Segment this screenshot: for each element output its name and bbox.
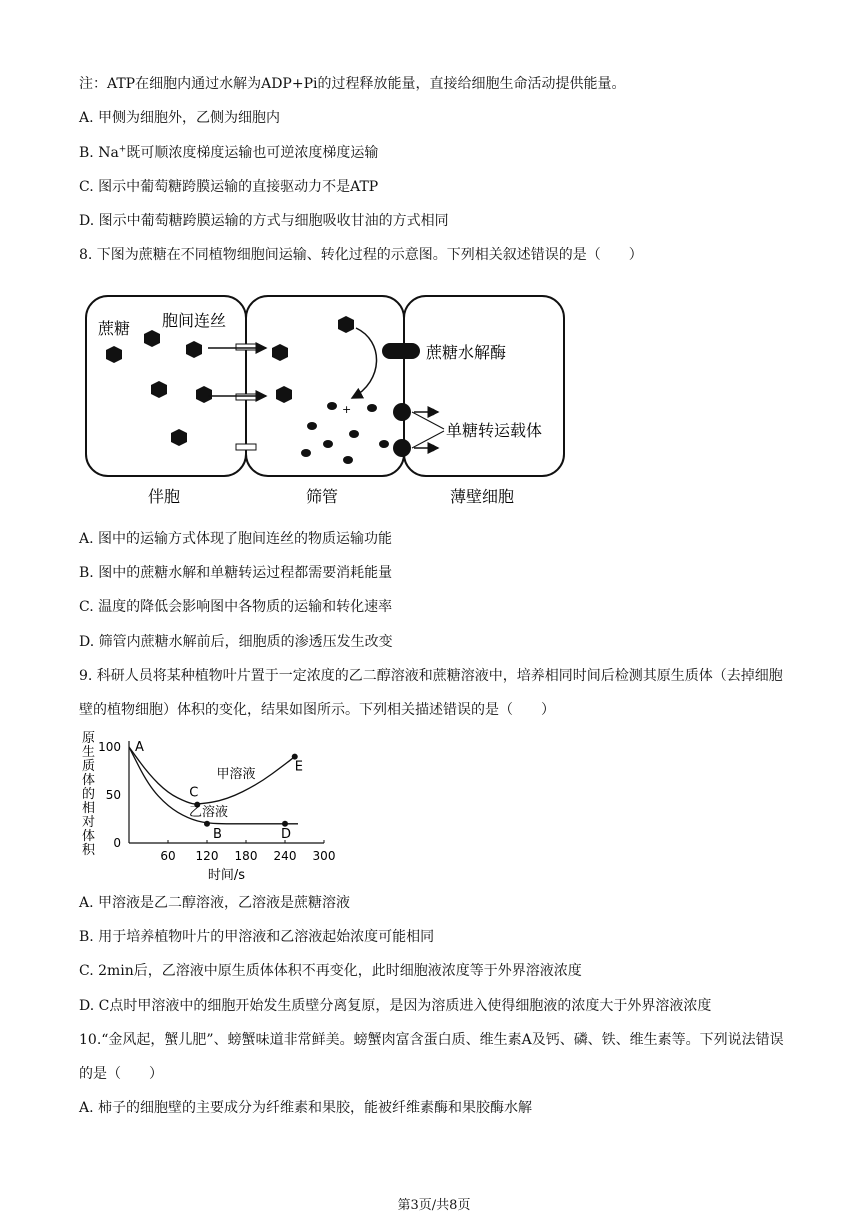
q9-option-b: B. 用于培养植物叶片的甲溶液和乙溶液起始浓度可能相同 — [79, 929, 435, 945]
point-label: B — [213, 826, 222, 842]
x-tick-label: 300 — [312, 849, 336, 863]
label-plasmodesmata: 胞间连丝 — [162, 311, 227, 330]
y-axis-label-char: 体 — [82, 829, 96, 844]
q9-option-c: C. 2min后，乙溶液中原生质体体积不再变化，此时细胞液浓度等于外界溶液浓度 — [79, 963, 582, 979]
x-tick-label: 180 — [234, 849, 258, 863]
q7-option-a: A. 甲侧为细胞外，乙侧为细胞内 — [79, 110, 281, 126]
q7-option-d: D. 图示中葡萄糖跨膜运输的方式与细胞吸收甘油的方式相同 — [79, 213, 449, 229]
q8-option-a: A. 图中的运输方式体现了胞间连丝的物质运输功能 — [79, 531, 393, 547]
series-name: 甲溶液 — [216, 766, 256, 782]
sucrose-transport-diagram — [84, 286, 574, 514]
y-axis-label-char: 相 — [82, 801, 96, 816]
label-invertase: 蔗糖水解酶 — [426, 343, 507, 362]
label-sucrose: 蔗糖 — [98, 319, 131, 338]
q8-option-d: D. 筛管内蔗糖水解前后，细胞质的渗透压发生改变 — [79, 634, 393, 650]
carrier-protein-upper — [393, 403, 411, 421]
q7-option-b — [79, 143, 378, 163]
q7-option-c: C. 图示中葡萄糖跨膜运输的直接驱动力不是ATP — [79, 179, 379, 195]
q8-option-b: B. 图中的蔗糖水解和单糖转运过程都需要消耗能量 — [79, 565, 393, 581]
page-footer: 第3页/共8页 — [397, 1198, 471, 1213]
parenchyma-cell — [404, 296, 564, 476]
q7-option-b-pre: B. Na — [79, 145, 119, 161]
q9-stem: 9. 科研人员将某种植物叶片置于一定浓度的乙二醇溶液和蔗糖溶液中，培养相同时间后检测其原生质体（去掉细胞壁的植物细胞）体积的变化，结果如图所示。下列相关描述错误的是（ ） — [79, 668, 783, 718]
q8-option-c: C. 温度的降低会影响图中各物质的运输和转化速率 — [79, 599, 393, 615]
q9-option-a: A. 甲溶液是乙二醇溶液，乙溶液是蔗糖溶液 — [79, 895, 351, 911]
y-tick-label: 50 — [105, 788, 121, 802]
x-tick-label: 240 — [273, 849, 297, 863]
q10-stem: 10.“金风起，蟹儿肥”、螃蟹味道非常鲜美。螃蟹肉富含蛋白质、维生素A及钙、磷、铁、维生素等。下列说法错误的是（ ） — [79, 1032, 784, 1082]
label-parenchyma: 薄壁细胞 — [450, 487, 515, 506]
y-axis-label-char: 体 — [82, 773, 96, 788]
y-axis-label-char: 的 — [82, 787, 96, 802]
label-sieve-tube: 筛管 — [306, 487, 339, 506]
series-name: 乙溶液 — [189, 804, 229, 820]
carrier-protein-lower — [393, 439, 411, 457]
point-label: A — [135, 740, 144, 755]
q7-option-b-sup: + — [118, 144, 127, 155]
y-axis-label-char: 生 — [82, 745, 96, 760]
plus-sign: + — [342, 403, 352, 416]
point-label: D — [281, 826, 292, 842]
y-axis-label-char: 对 — [82, 815, 96, 830]
note-line: 注：ATP在细胞内通过水解为ADP+Pi的过程释放能量，直接给细胞生命活动提供能量。 — [79, 76, 626, 92]
q9-option-d: D. C点时甲溶液中的细胞开始发生质壁分离复原，是因为溶质进入使得细胞液的浓度大于外界溶液浓度 — [79, 998, 712, 1014]
data-point — [204, 821, 210, 827]
x-tick-label: 60 — [160, 849, 176, 863]
point-label: E — [294, 759, 303, 775]
series-line-0 — [129, 747, 295, 804]
y-axis-label-char: 积 — [82, 843, 96, 858]
y-axis-label-char: 质 — [82, 759, 96, 774]
y-tick-label: 0 — [113, 836, 121, 850]
point-label: C — [189, 785, 199, 801]
sieve-tube — [246, 296, 404, 476]
label-companion-cell: 伴胞 — [148, 487, 181, 506]
y-tick-label: 100 — [98, 740, 121, 754]
q7-option-b-post: 既可顺浓度梯度运输也可逆浓度梯度运输 — [126, 145, 379, 161]
x-axis-label: 时间/s — [207, 868, 246, 883]
q8-stem: 8. 下图为蔗糖在不同植物细胞间运输、转化过程的示意图。下列相关叙述错误的是（ ） — [79, 247, 643, 263]
y-axis-label-char: 原 — [82, 731, 96, 746]
x-tick-label: 120 — [195, 849, 219, 863]
label-carrier: 单糖转运载体 — [446, 421, 543, 440]
q10-option-a: A. 柿子的细胞壁的主要成分为纤维素和果胶，能被纤维素酶和果胶酶水解 — [79, 1100, 533, 1116]
protoplast-volume-chart — [76, 730, 346, 885]
invertase-icon — [382, 343, 420, 359]
